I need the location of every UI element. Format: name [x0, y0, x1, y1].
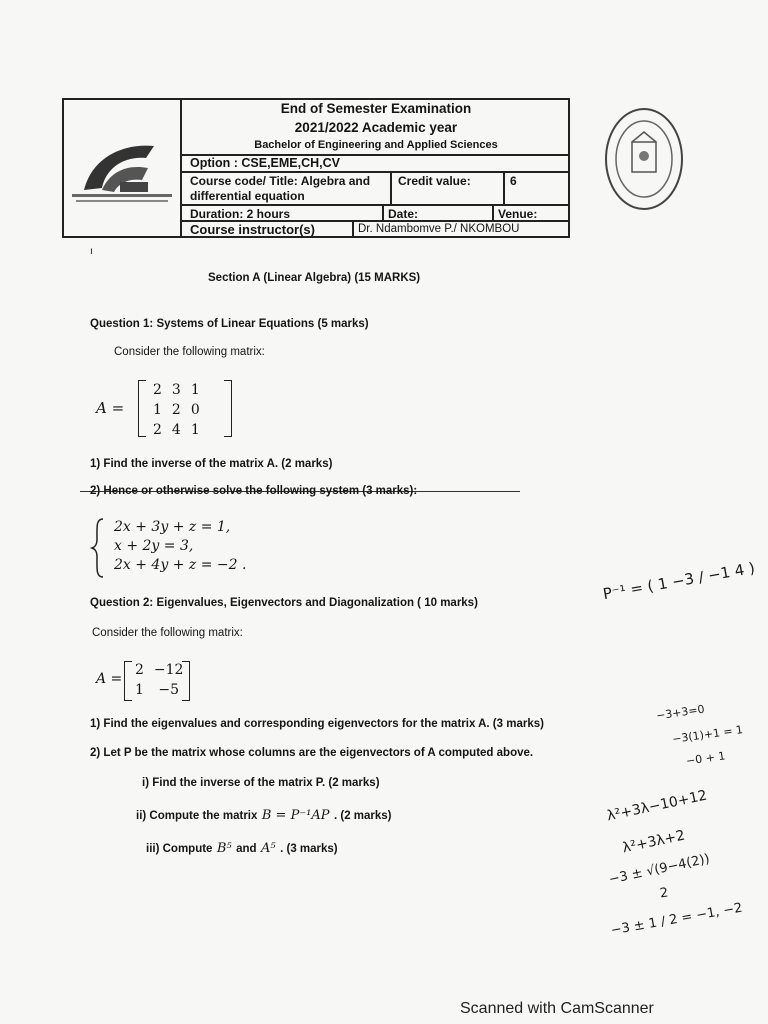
matrix-a-label: A =: [96, 399, 125, 417]
matrix-a-3x3: 2 3 1 1 2 0 2 4 1: [153, 382, 200, 438]
equation-system: [114, 519, 246, 576]
course-title-field: Course code/ Title: Algebra and differential equation: [190, 174, 371, 203]
handwritten-line-7: 2: [658, 885, 670, 902]
instructor-label: Course instructor(s): [190, 222, 315, 237]
academic-year: 2021/2022 Academic year: [294, 120, 458, 135]
scanner-watermark: Scanned with CamScanner: [460, 1000, 654, 1017]
handwritten-line-6: −3 ± √(9−4(2)): [607, 851, 712, 888]
handwritten-line-5: λ²+3λ+2: [621, 827, 687, 857]
left-logo-cell: [62, 98, 182, 238]
question2-heading: Question 2: Eigenvalues, Eigenvectors and Diagonalization ( 10 marks): [90, 597, 478, 609]
question2-intro: Consider the following matrix:: [92, 627, 243, 639]
question2-sub-ii: ii) Compute the matrix B = P⁻¹AP . (2 marks): [136, 808, 392, 823]
exam-title: End of Semester Examination: [280, 101, 472, 116]
credit-label: Credit value:: [398, 174, 471, 188]
instructor-name: Dr. Ndambomve P./ NKOMBOU: [358, 223, 520, 235]
equation-3: 2x + 4y + z = −2 .: [114, 557, 247, 573]
question1-part2: 2) Hence or otherwise solve the following system (3 marks):: [90, 485, 418, 497]
page-mark: ı: [90, 246, 93, 257]
matrix-left-bracket: [138, 380, 146, 437]
question2-sub-iii: iii) Compute B⁵ and A⁵ . (3 marks): [146, 841, 338, 856]
handwritten-line-8: −3 ± 1 / 2 = −1, −2: [609, 900, 744, 939]
duration-field: Duration: 2 hours: [190, 207, 291, 221]
question2-part2: 2) Let P be the matrix whose columns are the eigenvectors of A computed above.: [90, 747, 534, 759]
question1-part1: 1) Find the inverse of the matrix A. (2 marks): [90, 458, 333, 470]
credit-value: 6: [510, 174, 517, 188]
handwritten-line-2: −3(1)+1 = 1: [671, 723, 744, 746]
equation-2: x + 2y = 3,: [114, 538, 194, 554]
institution-logo-icon: [62, 98, 178, 234]
option-field: Option : CSE,EME,CH,CV: [190, 156, 340, 170]
program-name: Bachelor of Engineering and Applied Sciences: [254, 139, 498, 151]
left-brace-icon: [90, 517, 106, 579]
question1-intro: Consider the following matrix:: [114, 346, 265, 358]
university-seal-icon: [602, 104, 686, 214]
handwritten-line-4: λ²+3λ−10+12: [605, 787, 709, 825]
equation-1: 2x + 3y + z = 1,: [114, 519, 231, 535]
handwritten-line-3: −0 + 1: [685, 749, 727, 768]
question2-sub-i: i) Find the inverse of the matrix P. (2 marks): [142, 777, 380, 789]
question2-part1: 1) Find the eigenvalues and corresponding eigenvectors for the matrix A. (3 marks): [90, 718, 544, 730]
date-field: Date:: [388, 207, 419, 221]
handwritten-line-1: −3+3=0: [655, 702, 706, 723]
section-a-title: Section A (Linear Algebra) (15 MARKS): [208, 272, 421, 284]
matrix-right-bracket: [224, 380, 232, 437]
matrix-a-2x2: 2 −12 1 −5: [135, 662, 184, 698]
question1-heading: Question 1: Systems of Linear Equations (5 marks): [90, 318, 369, 330]
handwritten-note-inverse: P⁻¹ = ( 1 −3 / −1 4 ): [601, 558, 757, 604]
matrix-a2-label: A =: [96, 671, 123, 687]
venue-field: Venue:: [498, 207, 538, 221]
